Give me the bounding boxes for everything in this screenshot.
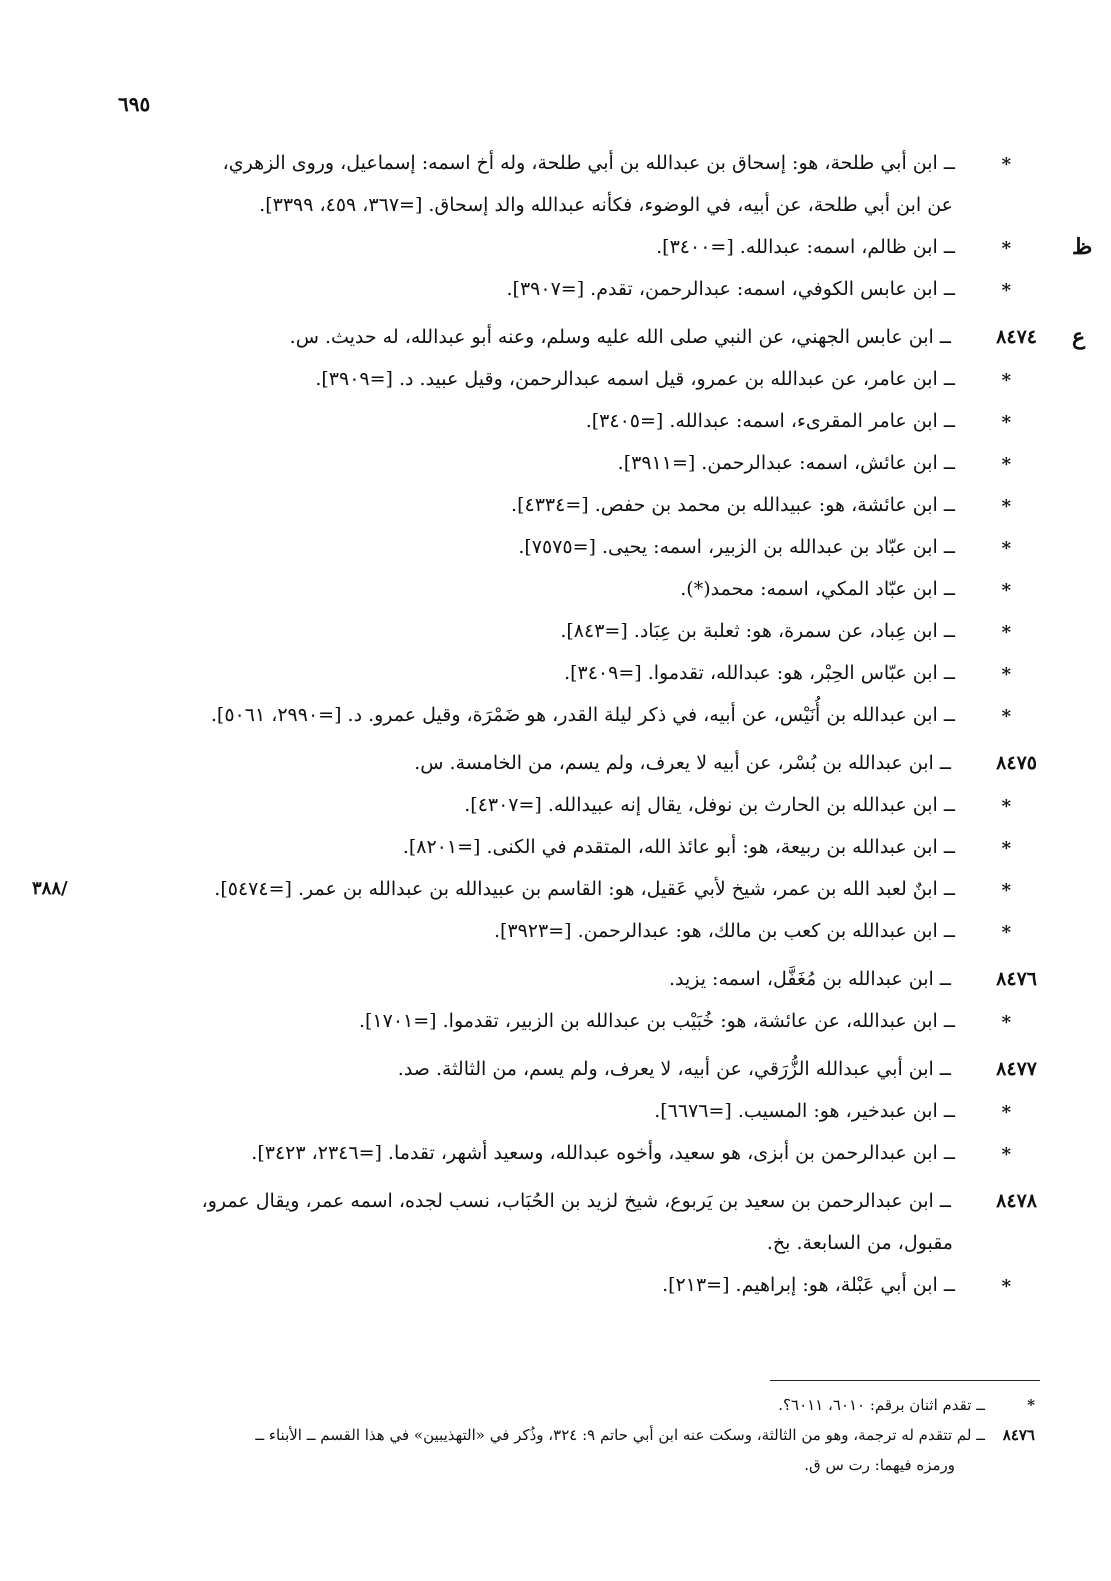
entry-text: ــ ابن عبّاد بن عبدالله بن الزبير، اسمه: يحيى. [=٧٥٧٥]. xyxy=(518,536,955,558)
cross-reference-entry xyxy=(0,790,1111,832)
footnote-list xyxy=(0,1392,1111,1482)
entry-number: ٨٤٧٦ xyxy=(996,968,1037,990)
entry-text: عن ابن أبي طلحة، عن أبيه، في الوضوء، فكأنه عبدالله والد إسحاق. [=٣٦٧، ٤٥٩، ٣٣٩٩]. xyxy=(259,194,953,216)
asterisk-icon: * xyxy=(1001,706,1011,727)
footnote xyxy=(0,1392,1111,1422)
cross-reference-entry xyxy=(0,874,1111,916)
entry-continuation xyxy=(0,1228,1111,1270)
cross-reference-entry xyxy=(0,832,1111,874)
margin-page-reference: /٣٨٨ xyxy=(32,878,68,899)
entry-text: ــ ابن عبدالله بن مُغَفَّل، اسمه: يزيد. xyxy=(668,968,951,990)
cross-reference-entry xyxy=(0,916,1111,958)
footnote-divider xyxy=(770,1380,1040,1381)
entry-text: ــ ابن عبدالله، عن عائشة، هو: خُبَيْب بن عبدالله بن الزبير، تقدموا. [=١٧٠١]. xyxy=(358,1010,955,1032)
entry-text: ــ ابن عامر المقرىء، اسمه: عبدالله. [=٣٤٠٥]. xyxy=(585,410,955,432)
asterisk-icon: * xyxy=(1001,1144,1011,1165)
entry-continuation xyxy=(0,190,1111,232)
asterisk-icon: * xyxy=(1001,622,1011,643)
asterisk-icon: * xyxy=(1001,454,1011,475)
footnote-number: * xyxy=(1027,1396,1035,1414)
asterisk-icon: * xyxy=(1001,238,1011,259)
cross-reference-entry xyxy=(0,1096,1111,1138)
asterisk-icon: * xyxy=(1001,922,1011,943)
entry-text: ــ ابن عبدالله بن أُنَيْس، عن أبيه، في ذكر ليلة القدر، هو ضَمْرَة، وقيل عمرو. د. [=٢٩٩٠، ٥٠٦١]. xyxy=(210,704,955,726)
entry-text: ــ ابن أبي عبدالله الزُّرَقي، عن أبيه، لا يعرف، ولم يسم، من الثالثة. صد. xyxy=(397,1058,951,1080)
asterisk-icon: * xyxy=(1001,580,1011,601)
asterisk-icon: * xyxy=(1001,1276,1011,1297)
asterisk-icon: * xyxy=(1001,1102,1011,1123)
footnote xyxy=(0,1422,1111,1452)
asterisk-icon: * xyxy=(1001,796,1011,817)
asterisk-icon: * xyxy=(1001,664,1011,685)
entry-text: ــ ابن عبدالله بن بُسْر، عن أبيه لا يعرف، ولم يسم، من الخامسة. س. xyxy=(414,752,951,774)
footnote-continuation xyxy=(0,1452,1111,1482)
margin-letter-marker: ع xyxy=(1072,324,1086,350)
entry-text: ــ ابن أبي عَبْلة، هو: إبراهيم. [=٢١٣]. xyxy=(662,1274,955,1296)
asterisk-icon: * xyxy=(1001,412,1011,433)
entry-text: ــ ابن أبي طلحة، هو: إسحاق بن عبدالله بن أبي طلحة، وله أخ اسمه: إسماعيل، وروى الزهري، xyxy=(222,152,955,174)
entry-list xyxy=(0,148,1111,1312)
footnote-text: ــ تقدم اثنان برقم: ٦٠١٠، ٦٠١١؟. xyxy=(778,1396,985,1414)
footnote-text: ــ لم تتقدم له ترجمة، وهو من الثالثة، وسكت عنه ابن أبي حاتم ٩: ٣٢٤، وذُكر في «التهذيبين» في هذا القسم ــ الأبناء ــ xyxy=(255,1426,985,1444)
entry-text: ــ ابن عبدالله بن كعب بن مالك، هو: عبدالرحمن. [=٣٩٢٣]. xyxy=(493,920,955,942)
cross-reference-entry xyxy=(0,1270,1111,1312)
cross-reference-entry xyxy=(0,616,1111,658)
asterisk-icon: * xyxy=(1001,496,1011,517)
entry-text: ــ ابن عِباد، عن سمرة، هو: ثعلبة بن عِبَاد. [=٨٤٣]. xyxy=(560,620,955,642)
numbered-entry xyxy=(0,964,1111,1006)
asterisk-icon: * xyxy=(1001,370,1011,391)
entry-text: ــ ابن عبّاد المكي، اسمه: محمد(*). xyxy=(680,578,955,600)
entry-text: ــ ابن عبدخير، هو: المسيب. [=٦٦٧٦]. xyxy=(654,1100,955,1122)
numbered-entry xyxy=(0,1186,1111,1228)
cross-reference-entry xyxy=(0,406,1111,448)
cross-reference-entry xyxy=(0,1138,1111,1180)
entry-text: ــ ابن عبدالرحمن بن سعيد بن يَربوع، شيخ لزيد بن الحُبَاب، نسب لجده، اسمه عمر، ويقال عمرو، xyxy=(201,1190,951,1212)
entry-text: ــ ابن عبدالله بن الحارث بن نوفل، يقال إنه عبيدالله. [=٤٣٠٧]. xyxy=(464,794,955,816)
numbered-entry xyxy=(0,322,1111,364)
footnote-number: ٨٤٧٦ xyxy=(1002,1426,1035,1444)
entry-number: ٨٤٧٧ xyxy=(996,1058,1037,1080)
entry-text: مقبول، من السابعة. بخ. xyxy=(766,1232,953,1254)
entry-text: ــ ابن ظالم، اسمه: عبدالله. [=٣٤٠٠]. xyxy=(656,236,955,258)
entry-text: ــ ابن عابس الجهني، عن النبي صلى الله عليه وسلم، وعنه أبو عبدالله، له حديث. س. xyxy=(289,326,951,348)
cross-reference-entry xyxy=(0,232,1111,274)
cross-reference-entry xyxy=(0,274,1111,316)
asterisk-icon: * xyxy=(1001,154,1011,175)
cross-reference-entry xyxy=(0,364,1111,406)
entry-number: ٨٤٧٤ xyxy=(996,326,1037,348)
footnote-text: ورمزه فيهما: رت س ق. xyxy=(804,1456,955,1474)
asterisk-icon: * xyxy=(1001,880,1011,901)
entry-text: ــ ابن عبدالله بن ربيعة، هو: أبو عائذ الله، المتقدم في الكنى. [=٨٢٠١]. xyxy=(402,836,955,858)
page-number: ٦٩٥ xyxy=(118,92,151,116)
numbered-entry xyxy=(0,748,1111,790)
cross-reference-entry xyxy=(0,1006,1111,1048)
entry-text: ــ ابن عابس الكوفي، اسمه: عبدالرحمن، تقدم. [=٣٩٠٧]. xyxy=(506,278,955,300)
entry-text: ــ ابن عبّاس الحِبْر، هو: عبدالله، تقدموا. [=٣٤٠٩]. xyxy=(564,662,955,684)
entry-text: ــ ابن عامر، عن عبدالله بن عمرو، قيل اسمه عبدالرحمن، وقيل عبيد. د. [=٣٩٠٩]. xyxy=(315,368,955,390)
cross-reference-entry xyxy=(0,658,1111,700)
cross-reference-entry xyxy=(0,490,1111,532)
cross-reference-entry xyxy=(0,532,1111,574)
asterisk-icon: * xyxy=(1001,838,1011,859)
entry-text: ــ ابن عائش، اسمه: عبدالرحمن. [=٣٩١١]. xyxy=(617,452,955,474)
cross-reference-entry xyxy=(0,148,1111,190)
numbered-entry xyxy=(0,1054,1111,1096)
entry-text: ــ ابن عبدالرحمن بن أبزى، هو سعيد، وأخوه عبدالله، وسعيد أشهر، تقدما. [=٢٣٤٦، ٣٤٢٣]. xyxy=(251,1142,955,1164)
cross-reference-entry xyxy=(0,448,1111,490)
margin-letter-marker: ظ xyxy=(1072,234,1093,260)
entry-number: ٨٤٧٨ xyxy=(996,1190,1037,1212)
asterisk-icon: * xyxy=(1001,1012,1011,1033)
cross-reference-entry xyxy=(0,574,1111,616)
entry-text: ــ ابنٌ لعبد الله بن عمر، شيخ لأبي عَقيل، هو: القاسم بن عبيدالله بن عبدالله بن عمر. [=٥٤٧٤]. xyxy=(214,878,955,900)
asterisk-icon: * xyxy=(1001,280,1011,301)
entry-number: ٨٤٧٥ xyxy=(996,752,1037,774)
cross-reference-entry xyxy=(0,700,1111,742)
asterisk-icon: * xyxy=(1001,538,1011,559)
entry-text: ــ ابن عائشة، هو: عبيدالله بن محمد بن حفص. [=٤٣٣٤]. xyxy=(511,494,955,516)
